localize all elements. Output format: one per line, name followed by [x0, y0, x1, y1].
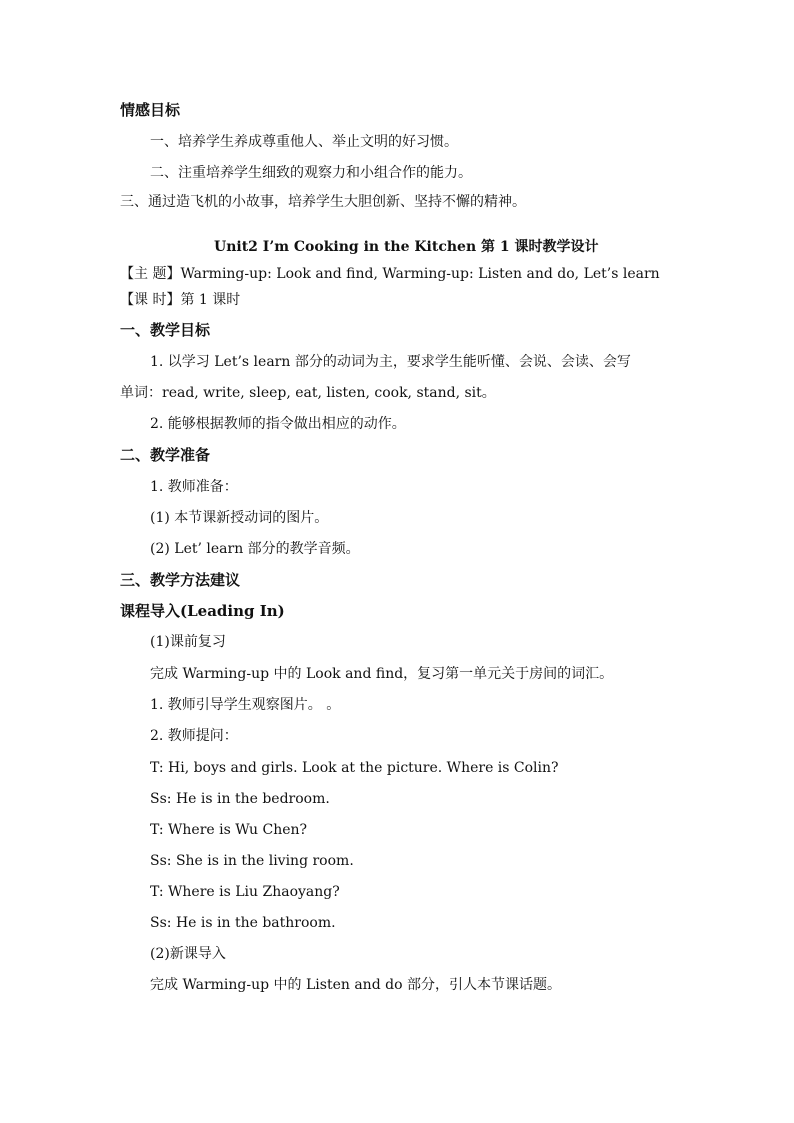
- section1-item1-line2: 单词：read, write, sleep, eat, listen, cook, stand, sit。: [120, 385, 496, 401]
- emotion-goal-item-2: 二、注重培养学生细致的观察力和小组合作的能力。: [150, 165, 472, 181]
- topic-label: 【主 题】: [120, 266, 181, 282]
- leading-in-heading: 课程导入(Leading In): [120, 602, 285, 620]
- emotion-goal-item-3: 三、通过造飞机的小故事，培养学生大胆创新、坚持不懈的精神。: [120, 194, 526, 210]
- period-value: 第 1 课时: [180, 292, 241, 308]
- topic-value: Warming-up: Look and find, Warming-up: Listen and do, Let’s learn: [180, 266, 660, 282]
- section1-heading: 一、教学目标: [120, 321, 211, 339]
- emotion-goal-item-1: 一、培养学生养成尊重他人、举止文明的好习惯。: [150, 134, 458, 150]
- review-text: 完成 Warming-up 中的 Look and find，复习第一单元关于房间的词汇。: [150, 666, 614, 682]
- section2-heading: 二、教学准备: [120, 446, 211, 464]
- new-lesson-label: (2)新课导入: [150, 946, 226, 962]
- section1-item2: 2. 能够根据教师的指令做出相应的动作。: [150, 416, 406, 432]
- topic-line: [120, 264, 660, 284]
- section1-item1-line1: 1. 以学习 Let’s learn 部分的动词为主，要求学生能听懂、会说、会读、会写: [150, 354, 631, 370]
- dialogue-line: Ss: She is in the living room.: [150, 853, 354, 869]
- dialogue-line: T: Where is Liu Zhaoyang?: [150, 884, 340, 900]
- section2-sub2: (2) Let’ learn 部分的教学音频。: [150, 541, 360, 557]
- dialogue-line: T: Hi, boys and girls. Look at the picture. Where is Colin?: [150, 760, 559, 776]
- period-label: 【课 时】: [120, 292, 181, 308]
- dialogue-line: Ss: He is in the bedroom.: [150, 791, 330, 807]
- section2-sub1: (1) 本节课新授动词的图片。: [150, 510, 329, 526]
- step-2: 2. 教师提问：: [150, 728, 238, 744]
- step-1: 1. 教师引导学生观察图片。 。: [150, 697, 341, 713]
- dialogue-line: T: Where is Wu Chen?: [150, 822, 308, 838]
- section2-item1: 1. 教师准备：: [150, 479, 238, 495]
- new-lesson-text: 完成 Warming-up 中的 Listen and do 部分，引人本节课话题。: [150, 977, 561, 993]
- dialogue-line: Ss: He is in the bathroom.: [150, 915, 336, 931]
- emotion-goals-heading: 情感目标: [120, 101, 181, 119]
- lesson-title: Unit2 I’m Cooking in the Kitchen 第 1 课时教学设计: [214, 239, 599, 255]
- review-label: (1)课前复习: [150, 634, 226, 650]
- section3-heading: 三、教学方法建议: [120, 571, 241, 589]
- period-line: [120, 290, 240, 310]
